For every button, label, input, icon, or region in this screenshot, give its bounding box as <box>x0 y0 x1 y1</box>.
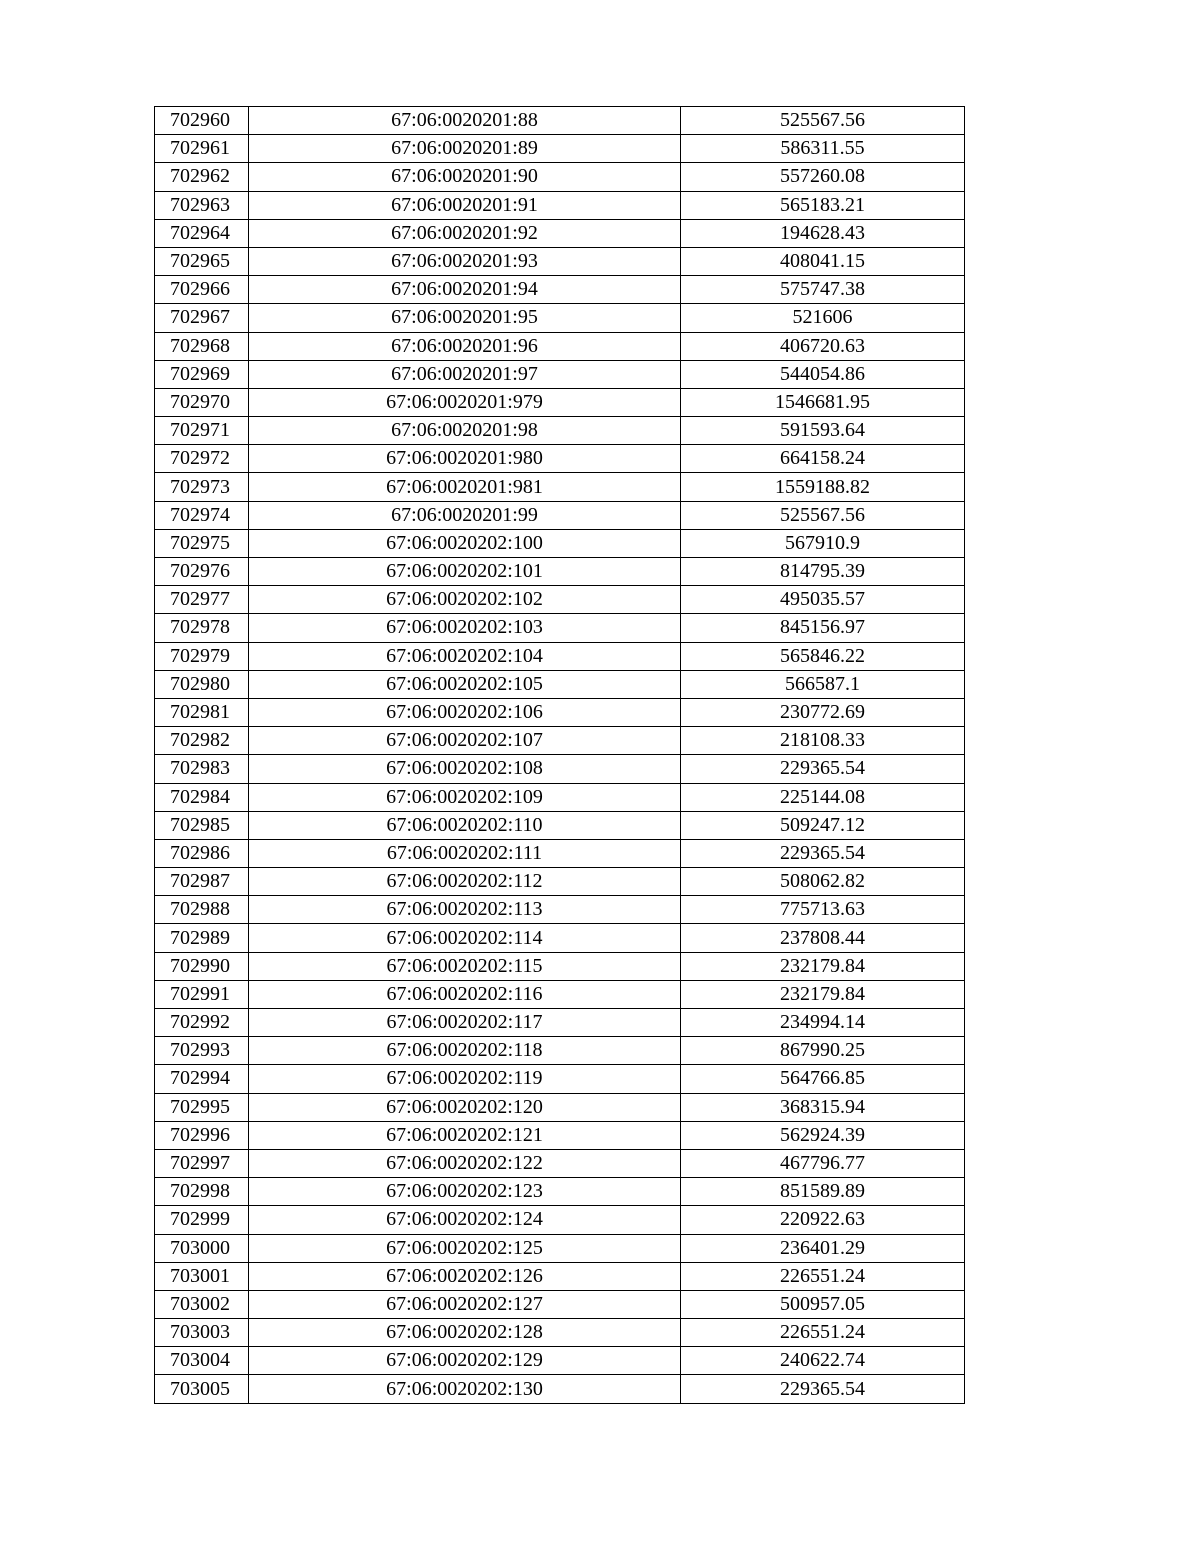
row-id-cell: 702991 <box>155 980 249 1008</box>
table-row <box>155 388 965 416</box>
data-table <box>154 106 965 1404</box>
value-cell: 586311.55 <box>681 135 965 163</box>
table-row <box>155 163 965 191</box>
table-row <box>155 1037 965 1065</box>
cadastral-number-cell: 67:06:0020202:121 <box>249 1121 681 1149</box>
row-id-cell: 702999 <box>155 1206 249 1234</box>
table-row <box>155 501 965 529</box>
row-id-cell: 702964 <box>155 219 249 247</box>
table-row <box>155 952 965 980</box>
value-cell: 467796.77 <box>681 1149 965 1177</box>
value-cell: 567910.9 <box>681 529 965 557</box>
cadastral-number-cell: 67:06:0020201:92 <box>249 219 681 247</box>
cadastral-number-cell: 67:06:0020202:110 <box>249 811 681 839</box>
cadastral-number-cell: 67:06:0020202:124 <box>249 1206 681 1234</box>
cadastral-number-cell: 67:06:0020201:90 <box>249 163 681 191</box>
row-id-cell: 702979 <box>155 642 249 670</box>
row-id-cell: 702992 <box>155 1009 249 1037</box>
value-cell: 226551.24 <box>681 1262 965 1290</box>
value-cell: 194628.43 <box>681 219 965 247</box>
value-cell: 1559188.82 <box>681 473 965 501</box>
value-cell: 368315.94 <box>681 1093 965 1121</box>
table-row <box>155 247 965 275</box>
cadastral-number-cell: 67:06:0020201:980 <box>249 445 681 473</box>
row-id-cell: 703002 <box>155 1290 249 1318</box>
value-cell: 232179.84 <box>681 952 965 980</box>
row-id-cell: 702963 <box>155 191 249 219</box>
row-id-cell: 702984 <box>155 783 249 811</box>
cadastral-number-cell: 67:06:0020202:109 <box>249 783 681 811</box>
table-row <box>155 473 965 501</box>
cadastral-number-cell: 67:06:0020201:94 <box>249 276 681 304</box>
row-id-cell: 702990 <box>155 952 249 980</box>
cadastral-number-cell: 67:06:0020202:126 <box>249 1262 681 1290</box>
row-id-cell: 702977 <box>155 586 249 614</box>
row-id-cell: 702976 <box>155 558 249 586</box>
cadastral-number-cell: 67:06:0020202:114 <box>249 924 681 952</box>
table-row <box>155 783 965 811</box>
table-row <box>155 1121 965 1149</box>
row-id-cell: 703003 <box>155 1319 249 1347</box>
table-row <box>155 529 965 557</box>
cadastral-number-cell: 67:06:0020202:108 <box>249 755 681 783</box>
row-id-cell: 702975 <box>155 529 249 557</box>
value-cell: 408041.15 <box>681 247 965 275</box>
table-row <box>155 896 965 924</box>
table-body <box>155 107 965 1404</box>
table-row <box>155 107 965 135</box>
cadastral-number-cell: 67:06:0020202:103 <box>249 614 681 642</box>
value-cell: 521606 <box>681 304 965 332</box>
table-row <box>155 417 965 445</box>
table-row <box>155 755 965 783</box>
value-cell: 230772.69 <box>681 698 965 726</box>
table-row <box>155 558 965 586</box>
table-row <box>155 304 965 332</box>
row-id-cell: 702987 <box>155 868 249 896</box>
table-row <box>155 1290 965 1318</box>
row-id-cell: 702973 <box>155 473 249 501</box>
row-id-cell: 702988 <box>155 896 249 924</box>
cadastral-number-cell: 67:06:0020202:104 <box>249 642 681 670</box>
cadastral-number-cell: 67:06:0020202:113 <box>249 896 681 924</box>
cadastral-number-cell: 67:06:0020201:91 <box>249 191 681 219</box>
cadastral-number-cell: 67:06:0020202:119 <box>249 1065 681 1093</box>
row-id-cell: 703001 <box>155 1262 249 1290</box>
value-cell: 557260.08 <box>681 163 965 191</box>
table-row <box>155 1347 965 1375</box>
table-row <box>155 586 965 614</box>
cadastral-number-cell: 67:06:0020202:117 <box>249 1009 681 1037</box>
row-id-cell: 702981 <box>155 698 249 726</box>
row-id-cell: 702971 <box>155 417 249 445</box>
row-id-cell: 702993 <box>155 1037 249 1065</box>
table-row <box>155 1093 965 1121</box>
cadastral-number-cell: 67:06:0020202:106 <box>249 698 681 726</box>
value-cell: 575747.38 <box>681 276 965 304</box>
table-row <box>155 1206 965 1234</box>
table-row <box>155 332 965 360</box>
table-row <box>155 1319 965 1347</box>
value-cell: 236401.29 <box>681 1234 965 1262</box>
cadastral-number-cell: 67:06:0020201:95 <box>249 304 681 332</box>
row-id-cell: 702970 <box>155 388 249 416</box>
value-cell: 564766.85 <box>681 1065 965 1093</box>
table-row <box>155 1375 965 1403</box>
table-row <box>155 219 965 247</box>
row-id-cell: 702965 <box>155 247 249 275</box>
table-row <box>155 839 965 867</box>
value-cell: 237808.44 <box>681 924 965 952</box>
value-cell: 229365.54 <box>681 1375 965 1403</box>
value-cell: 565846.22 <box>681 642 965 670</box>
cadastral-number-cell: 67:06:0020202:102 <box>249 586 681 614</box>
cadastral-number-cell: 67:06:0020202:123 <box>249 1178 681 1206</box>
cadastral-number-cell: 67:06:0020202:115 <box>249 952 681 980</box>
row-id-cell: 703005 <box>155 1375 249 1403</box>
value-cell: 664158.24 <box>681 445 965 473</box>
value-cell: 544054.86 <box>681 360 965 388</box>
value-cell: 500957.05 <box>681 1290 965 1318</box>
cadastral-number-cell: 67:06:0020202:122 <box>249 1149 681 1177</box>
value-cell: 867990.25 <box>681 1037 965 1065</box>
cadastral-number-cell: 67:06:0020202:128 <box>249 1319 681 1347</box>
row-id-cell: 702985 <box>155 811 249 839</box>
table-row <box>155 727 965 755</box>
value-cell: 562924.39 <box>681 1121 965 1149</box>
row-id-cell: 702986 <box>155 839 249 867</box>
cadastral-number-cell: 67:06:0020201:98 <box>249 417 681 445</box>
row-id-cell: 702998 <box>155 1178 249 1206</box>
cadastral-number-cell: 67:06:0020201:96 <box>249 332 681 360</box>
value-cell: 845156.97 <box>681 614 965 642</box>
cadastral-number-cell: 67:06:0020201:979 <box>249 388 681 416</box>
row-id-cell: 702974 <box>155 501 249 529</box>
table-row <box>155 276 965 304</box>
value-cell: 565183.21 <box>681 191 965 219</box>
row-id-cell: 702997 <box>155 1149 249 1177</box>
cadastral-number-cell: 67:06:0020201:97 <box>249 360 681 388</box>
value-cell: 814795.39 <box>681 558 965 586</box>
value-cell: 406720.63 <box>681 332 965 360</box>
table-row <box>155 1234 965 1262</box>
table-row <box>155 135 965 163</box>
row-id-cell: 702962 <box>155 163 249 191</box>
value-cell: 226551.24 <box>681 1319 965 1347</box>
table-row <box>155 642 965 670</box>
table-row <box>155 1262 965 1290</box>
row-id-cell: 702972 <box>155 445 249 473</box>
value-cell: 225144.08 <box>681 783 965 811</box>
cadastral-number-cell: 67:06:0020202:107 <box>249 727 681 755</box>
table-row <box>155 868 965 896</box>
table-row <box>155 614 965 642</box>
cadastral-number-cell: 67:06:0020202:129 <box>249 1347 681 1375</box>
table-row <box>155 811 965 839</box>
table-row <box>155 980 965 1008</box>
cadastral-number-cell: 67:06:0020202:127 <box>249 1290 681 1318</box>
table-row <box>155 670 965 698</box>
table-row <box>155 698 965 726</box>
value-cell: 566587.1 <box>681 670 965 698</box>
value-cell: 525567.56 <box>681 107 965 135</box>
row-id-cell: 702996 <box>155 1121 249 1149</box>
cadastral-number-cell: 67:06:0020201:93 <box>249 247 681 275</box>
table-row <box>155 1009 965 1037</box>
row-id-cell: 702995 <box>155 1093 249 1121</box>
cadastral-number-cell: 67:06:0020202:101 <box>249 558 681 586</box>
row-id-cell: 702961 <box>155 135 249 163</box>
cadastral-number-cell: 67:06:0020201:99 <box>249 501 681 529</box>
value-cell: 495035.57 <box>681 586 965 614</box>
cadastral-number-cell: 67:06:0020202:112 <box>249 868 681 896</box>
row-id-cell: 702982 <box>155 727 249 755</box>
row-id-cell: 702969 <box>155 360 249 388</box>
cadastral-number-cell: 67:06:0020201:981 <box>249 473 681 501</box>
cadastral-number-cell: 67:06:0020202:125 <box>249 1234 681 1262</box>
table-row <box>155 445 965 473</box>
value-cell: 229365.54 <box>681 839 965 867</box>
row-id-cell: 702978 <box>155 614 249 642</box>
value-cell: 851589.89 <box>681 1178 965 1206</box>
value-cell: 508062.82 <box>681 868 965 896</box>
row-id-cell: 702967 <box>155 304 249 332</box>
cadastral-number-cell: 67:06:0020202:118 <box>249 1037 681 1065</box>
row-id-cell: 702966 <box>155 276 249 304</box>
cadastral-number-cell: 67:06:0020202:100 <box>249 529 681 557</box>
value-cell: 218108.33 <box>681 727 965 755</box>
table-row <box>155 360 965 388</box>
value-cell: 1546681.95 <box>681 388 965 416</box>
table-row <box>155 1178 965 1206</box>
cadastral-number-cell: 67:06:0020202:105 <box>249 670 681 698</box>
row-id-cell: 702994 <box>155 1065 249 1093</box>
table-row <box>155 1065 965 1093</box>
value-cell: 220922.63 <box>681 1206 965 1234</box>
cadastral-number-cell: 67:06:0020202:120 <box>249 1093 681 1121</box>
table-row <box>155 924 965 952</box>
row-id-cell: 702960 <box>155 107 249 135</box>
value-cell: 509247.12 <box>681 811 965 839</box>
cadastral-number-cell: 67:06:0020202:111 <box>249 839 681 867</box>
value-cell: 525567.56 <box>681 501 965 529</box>
row-id-cell: 703004 <box>155 1347 249 1375</box>
row-id-cell: 702983 <box>155 755 249 783</box>
cadastral-number-cell: 67:06:0020202:116 <box>249 980 681 1008</box>
row-id-cell: 702980 <box>155 670 249 698</box>
value-cell: 232179.84 <box>681 980 965 1008</box>
table-row <box>155 191 965 219</box>
cadastral-number-cell: 67:06:0020201:88 <box>249 107 681 135</box>
value-cell: 229365.54 <box>681 755 965 783</box>
cadastral-number-cell: 67:06:0020201:89 <box>249 135 681 163</box>
value-cell: 240622.74 <box>681 1347 965 1375</box>
row-id-cell: 702989 <box>155 924 249 952</box>
row-id-cell: 702968 <box>155 332 249 360</box>
cadastral-number-cell: 67:06:0020202:130 <box>249 1375 681 1403</box>
value-cell: 591593.64 <box>681 417 965 445</box>
value-cell: 775713.63 <box>681 896 965 924</box>
row-id-cell: 703000 <box>155 1234 249 1262</box>
table-row <box>155 1149 965 1177</box>
value-cell: 234994.14 <box>681 1009 965 1037</box>
